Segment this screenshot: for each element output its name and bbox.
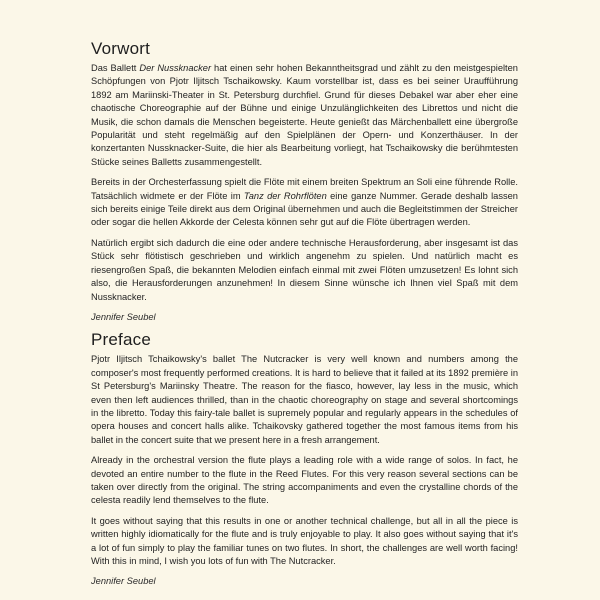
vorwort-p1-text-start: Das Ballett [91,63,140,73]
vorwort-paragraph-3: Natürlich ergibt sich dadurch die eine oder andere technische Herausforderung, aber insgesamt ist das Stück sehr flötistisch geschrieben und wirklich angenehm zu spielen. Und natürlich macht es riesengroßen Spaß, die bekannten Melodien einfach einmal mit zwei Flöten umzusetzen! Es lohnt sich also, die Herausforderungen anzunehmen! In diesem Sinne wünsche ich Ihnen viel Spaß mit dem Nussknacker. [91,237,518,302]
vorwort-paragraph-2 [91,176,518,230]
vorwort-heading: Vorwort [91,39,151,58]
preface-heading: Preface [91,330,151,350]
vorwort-p1-title: Der Nussknacker [139,63,212,73]
preface-paragraph-3: It goes without saying that this results in one or another technical challenge, but all in all the piece is written highly idiomatically for the flute and is truly enjoyable to play. It also goes without saying that it's a lot of fun simply to play the familiar tunes on two flutes. In short, the challenges are well worth facing! With this in mind, I wish you lots of fun with The Nutcracker. [91,515,518,566]
vorwort-paragraph-1 [91,62,518,169]
preface-paragraph-2: Already in the orchestral version the flute plays a leading role with a wide range of solos. In fact, he devoted an entire number to the flute in the Reed Flutes. For this very reason several sections can be taken over directly from the original. The string accompaniments and even the crystalline chords of the celesta readily lend themselves to the flute. [91,455,518,506]
preface-section [91,330,518,589]
document-content [91,39,518,595]
vorwort-p2-title: Tanz der Rohrflöten [243,190,327,201]
vorwort-p2-text-start: Bereits in der Orchesterfassung spielt die Flöte mit einem breiten Spektrum an Soli eine führende Rolle. Tatsächlich widmete er der Flöte im [91,177,518,201]
preface-signature: Jennifer Seubel [91,576,156,587]
preface-paragraph-1: Pjotr Iljitsch Tchaikowsky's ballet The Nutcracker is very well known and numbers among the composer's most frequently performed creations. It is hard to believe that it failed at its 1892 première in St Petersburg's Mariinsky Theatre. The reason for the fiasco, however, lay less in the music, which even then left audiences thrilled, than in the chaotic choreography on stage and several shortcomings in the libretto. Today this fairy-tale ballet is supremely popular and regularly appears in the schedules of opera houses and concert halls alike. Tchaikovsky gathered together the most famous items from his ballet in the concert suite that we present here in a fresh arrangement. [91,354,518,445]
vorwort-p1-text-end: hat einen sehr hohen Bekanntheitsgrad und zählt zu den meistgespielten Schöpfungen von Pjotr Iljitsch Tschaikowsky. Kaum vorstellbar ist, dass es bei seiner Uraufführung 1892 am Mariinski-Theater in St. Petersburg durchfiel. Grund für dieses Debakel war aber eher eine chaotische Choreographie auf der Bühne und einige Unzulänglichkeiten des Librettos und nicht die Musik, die schon damals die Menschen begeisterte. Heute genießt das Märchenballett eine übergroße Popularität und steht regelmäßig auf den Spielplänen der Opern- und Konzerthäuser. In der konzertanten Nussknacker-Suite, die hier als Bearbeitung vorliegt, hat Tschaikowsky die berühmtesten Stücke seines Balletts zusammengestellt. [91,63,518,167]
vorwort-section [91,39,518,324]
vorwort-signature: Jennifer Seubel [91,311,156,322]
vorwort-p2-text-end: eine ganze Nummer. Gerade deshalb lassen sich bereits einige Teile direkt aus dem Original übernehmen und auch die Begleitstimmen der Streicher oder sogar die hellen Akkorde der Celesta können sehr gut auf die Flöte übertragen werden. [91,190,518,228]
